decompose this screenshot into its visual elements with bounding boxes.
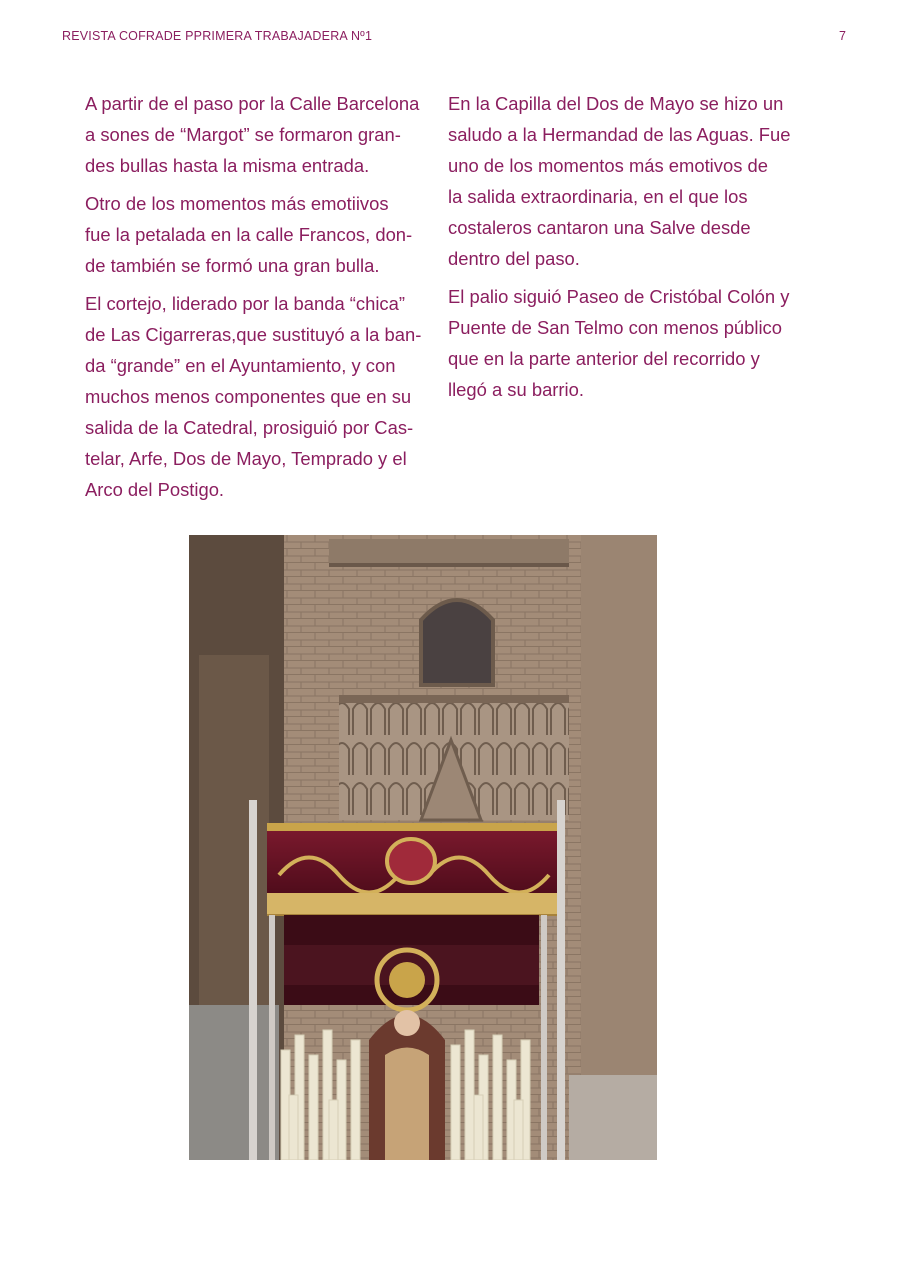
paragraph: Otro de los momentos más emotiivos fue la petalada en la calle Francos, don- de también se formó una gran bulla. <box>85 193 413 276</box>
left-column <box>85 88 441 512</box>
running-header: REVISTA COFRADE PPRIMERA TRABAJADERA Nº1 <box>62 29 373 43</box>
paragraph: A partir de el paso por la Calle Barcelona a sones de “Margot” se formaron gran- des bullas hasta la misma entrada. <box>85 93 420 176</box>
paragraph: El cortejo, liderado por la banda “chica” de Las Cigarreras,que sustituyó a la ban- da “grande” en el Ayuntamiento, y con muchos menos componentes que en su salida de la Catedral, prosiguió por Cas- telar, Arfe, Dos de Mayo, Temprado y el Arco del Postigo. <box>85 293 422 500</box>
procession-photo <box>189 535 657 1160</box>
paragraph: El palio siguió Paseo de Cristóbal Colón y Puente de San Telmo con menos público que en la parte anterior del recorrido y llegó a su barrio. <box>448 286 790 400</box>
paragraph: En la Capilla del Dos de Mayo se hizo un saludo a la Hermandad de las Aguas. Fue uno de los momentos más emotivos de la salida extraordinaria, en el que los costaleros cantaron una Salve desde dentro del paso. <box>448 93 791 269</box>
page-number: 7 <box>839 29 846 43</box>
right-column <box>448 88 810 412</box>
